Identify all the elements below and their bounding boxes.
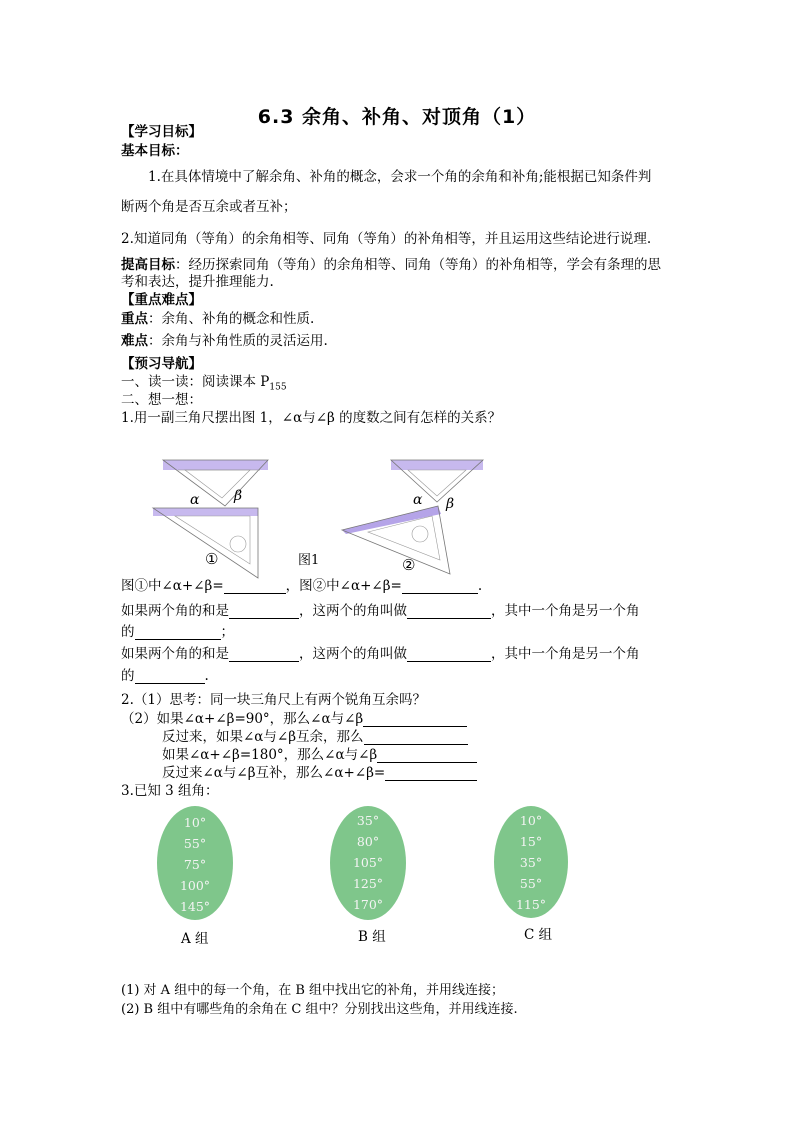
fill-line-2: 如果两个角的和是 ，这两个的角叫做 ，其中一个角是另一个角 (121, 603, 640, 619)
goal-item-2: 2.知道同角（等角）的余角相等、同角（等角）的补角相等，并且运用这些结论进行说理. (121, 231, 652, 247)
answer-blank[interactable] (402, 580, 478, 594)
question-2-2: （2）如果∠α+∠β=90°，那么∠α与∠β (121, 711, 467, 727)
set-square-2-top (391, 460, 483, 502)
preview-heading: 【预习导航】 (121, 356, 202, 372)
goals-heading: 【学习目标】 (121, 124, 202, 140)
difficulty-point (121, 333, 328, 349)
figure-1-set-squares (0, 448, 794, 588)
group-c-value: 35° (519, 855, 543, 870)
key-point-text: ：余角、补角的概念和性质. (148, 311, 315, 327)
group-a-value: 145° (179, 899, 211, 914)
answer-blank[interactable] (385, 767, 477, 781)
group-b-value: 170° (352, 897, 384, 912)
question-2-3: 反过来，如果∠α与∠β互余，那么 (162, 729, 468, 745)
fig-circle-2: ② (402, 556, 416, 574)
read-line: 一、读一读：阅读课本 $P_{155}$ (121, 374, 287, 393)
answer-blank[interactable] (229, 648, 299, 662)
set-square-2-bottom (342, 506, 450, 574)
task-2: (2) B 组中有哪些角的余角在 C 组中？分别找出这些角，并用线连接. (121, 1002, 518, 1017)
group-c-value: 55° (519, 876, 543, 891)
fill-line-3: 的 ； (121, 624, 234, 640)
group-b-value: 80° (356, 834, 380, 849)
group-b-label: B 组 (358, 929, 386, 945)
answer-blank[interactable] (135, 670, 205, 684)
group-b-value: 105° (352, 855, 384, 870)
key-point-label: 重点 (121, 311, 148, 327)
answer-blank[interactable] (224, 580, 286, 594)
goal-item-1-line2: 断两个角是否互余或者互补； (121, 199, 297, 215)
group-a-value: 75° (183, 857, 207, 872)
question-2-1: 2.（1）思考：同一块三角尺上有两个锐角互余吗？ (121, 692, 426, 708)
goal-item-1-line1: 1.在具体情境中了解余角、补角的概念，会求一个角的余角和补角;能根据已知条件判 (148, 169, 652, 185)
group-a-value: 10° (183, 815, 207, 830)
group-b-value: 35° (356, 813, 380, 828)
group-b-value: 125° (352, 876, 384, 891)
answer-blank[interactable] (407, 605, 491, 619)
page-number: 155 (269, 382, 287, 393)
fig-circle-1: ① (205, 550, 219, 568)
question-2-5: 反过来∠α与∠β互补，那么∠α+∠β= (162, 765, 477, 781)
set-square-1-top (163, 460, 268, 506)
group-c-value: 115° (515, 897, 547, 912)
key-point (121, 311, 314, 327)
advanced-goal-line2: 考和表达，提升推理能力. (121, 274, 274, 290)
question-3: 3.已知 3 组角： (121, 783, 219, 799)
answer-blank[interactable] (407, 648, 491, 662)
group-c-value: 10° (519, 813, 543, 828)
beta-label-1: β (234, 488, 243, 504)
answer-blank[interactable] (364, 731, 468, 745)
page-title: 6.3 余角、补角、对顶角（1） (257, 106, 537, 128)
group-c-value: 15° (519, 834, 543, 849)
fill-line-1: 图①中∠α+∠β= ，图②中∠α+∠β= . (121, 578, 483, 594)
key-heading: 【重点难点】 (121, 292, 202, 308)
fill-line-4: 如果两个角的和是 ，这两个的角叫做 ，其中一个角是另一个角 (121, 646, 640, 662)
beta-label-2: β (446, 496, 455, 512)
difficulty-text: ：余角与补角性质的灵活运用. (148, 333, 328, 349)
group-c-label: C 组 (524, 927, 553, 943)
alpha-label-1: α (190, 492, 200, 508)
group-a-value: 55° (183, 836, 207, 851)
group-a-label: A 组 (181, 931, 209, 947)
think-line: 二、想一想： (121, 392, 202, 408)
difficulty-label: 难点 (121, 333, 148, 349)
advanced-goal-text: ：经历探索同角（等角）的余角相等、同角（等角）的补角相等，学会有条理的思 (175, 257, 661, 273)
question-1: 1.用一副三角尺摆出图 1，∠α与∠β 的度数之间有怎样的关系？ (121, 410, 502, 426)
alpha-label-2: α (413, 492, 423, 508)
advanced-goal-label: 提高目标 (121, 257, 175, 273)
figure-1-caption: 图1 (298, 553, 320, 568)
task-1: (1) 对 A 组中的每一个角，在 B 组中找出它的补角，并用线连接； (121, 983, 505, 998)
advanced-goal-line1 (121, 257, 661, 273)
answer-blank[interactable] (377, 749, 477, 763)
fill-line-5: 的 . (121, 668, 209, 684)
group-a-value: 100° (179, 878, 211, 893)
answer-blank[interactable] (363, 713, 467, 727)
question-2-4: 如果∠α+∠β=180°，那么∠α与∠β (162, 747, 477, 763)
answer-blank[interactable] (135, 626, 221, 640)
basic-goal-label: 基本目标： (121, 143, 189, 159)
answer-blank[interactable] (229, 605, 299, 619)
